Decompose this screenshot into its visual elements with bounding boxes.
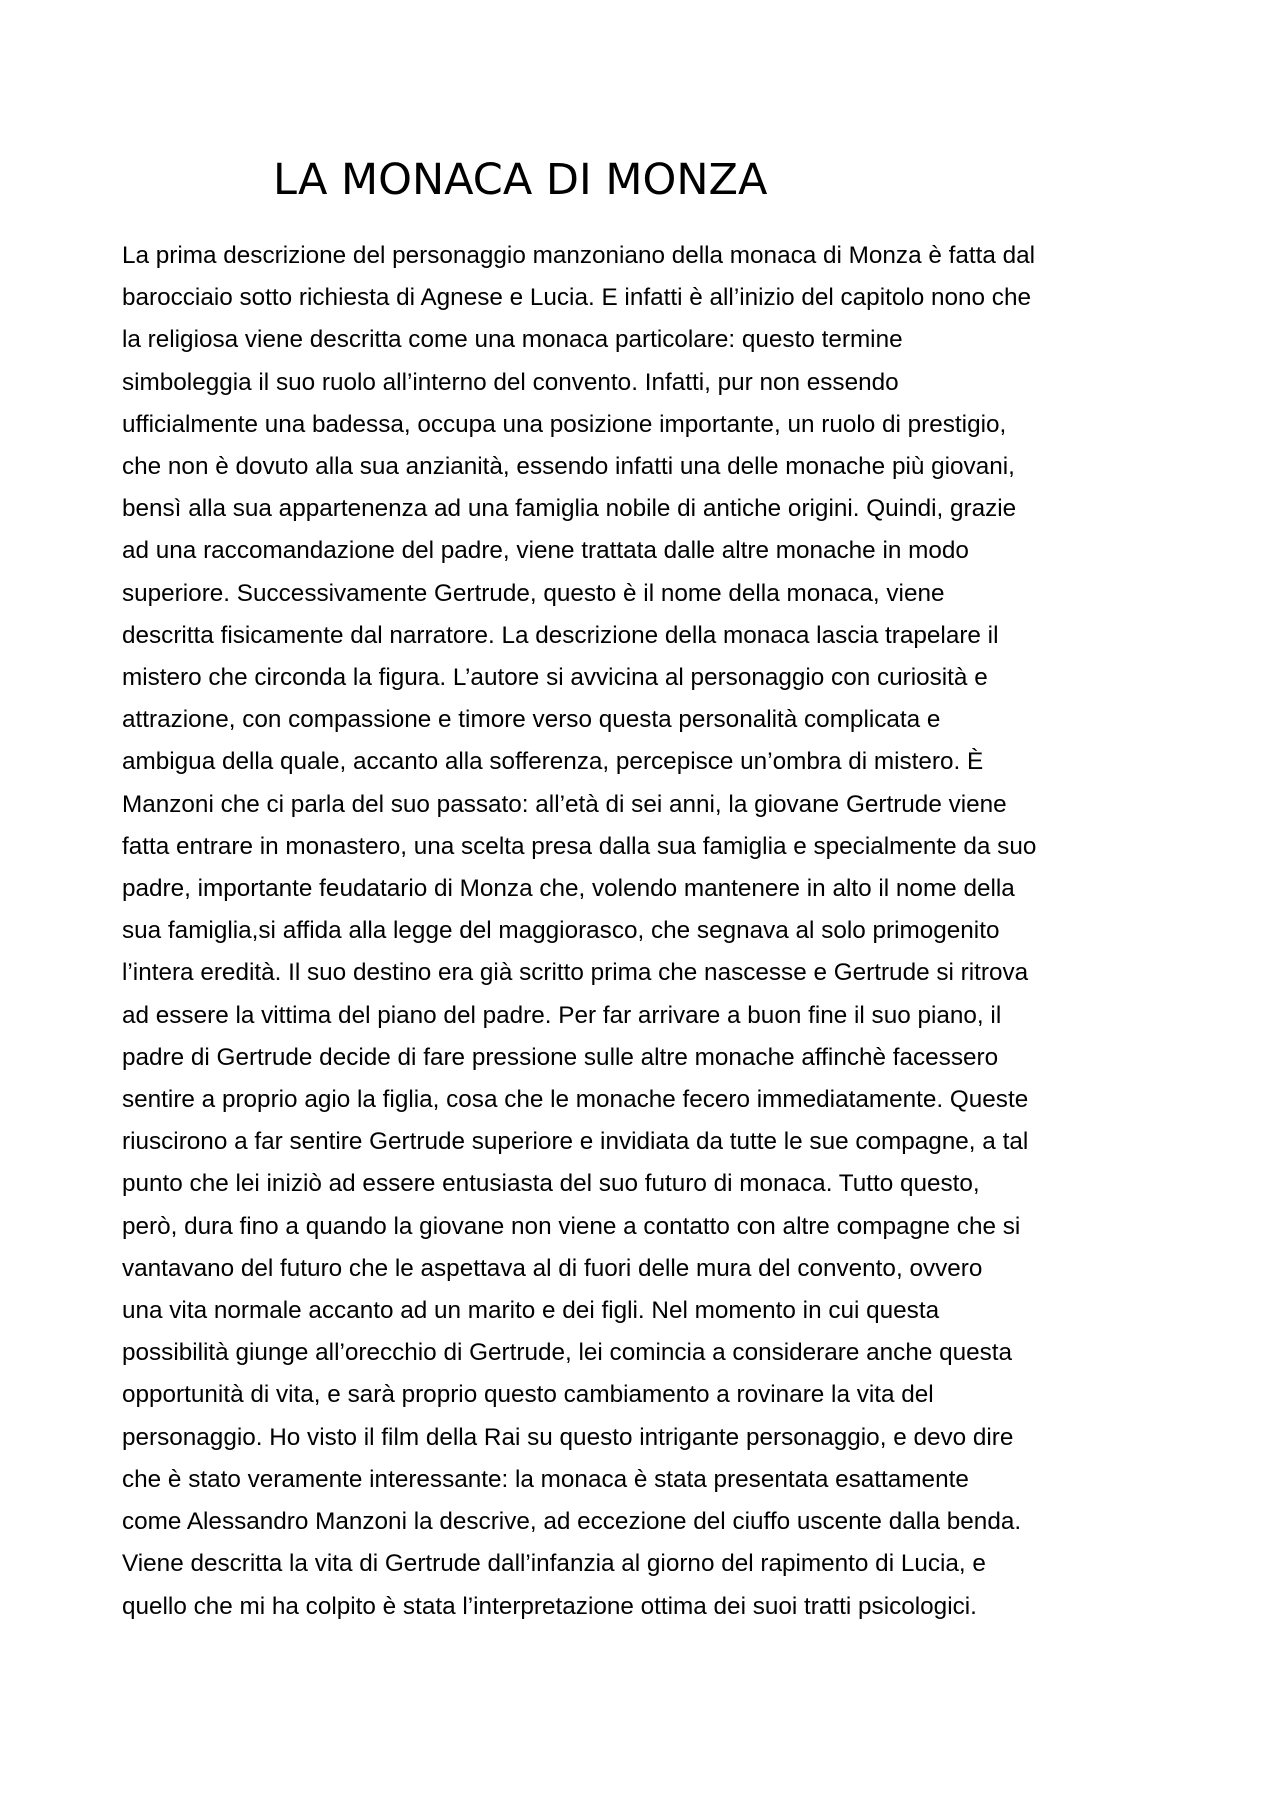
text-line: ufficialmente una badessa, occupa una posizione importante, un ruolo di prestigio, <box>122 410 1007 438</box>
text-line: Manzoni che ci parla del suo passato: all’età di sei anni, la giovane Gertrude viene <box>122 790 1007 818</box>
text-line: padre, importante feudatario di Monza che, volendo mantenere in alto il nome della <box>122 875 1015 903</box>
text-line: simboleggia il suo ruolo all’interno del convento. Infatti, pur non essendo <box>122 368 899 396</box>
document-body <box>122 235 1172 1628</box>
text-line: sentire a proprio agio la figlia, cosa che le monache fecero immediatamente. Queste <box>122 1086 1029 1114</box>
text-line: mistero che circonda la figura. L’autore si avvicina al personaggio con curiosità e <box>122 664 988 692</box>
text-line: opportunità di vita, e sarà proprio questo cambiamento a rovinare la vita del <box>122 1381 934 1409</box>
text-line: riuscirono a far sentire Gertrude superiore e invidiata da tutte le sue compagne, a tal <box>122 1128 1029 1156</box>
text-line: ad essere la vittima del piano del padre. Per far arrivare a buon fine il suo piano, il <box>122 1001 1002 1029</box>
text-line: l’intera eredità. Il suo destino era già scritto prima che nascesse e Gertrude si ritrova <box>122 959 1029 987</box>
text-line: sua famiglia,si affida alla legge del maggiorasco, che segnava al solo primogenito <box>122 917 1000 945</box>
text-line: come Alessandro Manzoni la descrive, ad eccezione del ciuffo uscente dalla benda. <box>122 1508 1022 1536</box>
document-title: LA MONACA DI MONZA <box>273 155 768 205</box>
text-line: una vita normale accanto ad un marito e dei figli. Nel momento in cui questa <box>122 1297 940 1325</box>
text-line: la religiosa viene descritta come una monaca particolare: questo termine <box>122 326 903 354</box>
text-line: fatta entrare in monastero, una scelta presa dalla sua famiglia e specialmente da suo <box>122 832 1037 860</box>
text-line: barocciaio sotto richiesta di Agnese e Lucia. E infatti è all’inizio del capitolo nono che <box>122 284 1031 312</box>
text-line: punto che lei iniziò ad essere entusiasta del suo futuro di monaca. Tutto questo, <box>122 1170 980 1198</box>
text-line: che non è dovuto alla sua anzianità, essendo infatti una delle monache più giovani, <box>122 453 1015 481</box>
text-line: Viene descritta la vita di Gertrude dall’infanzia al giorno del rapimento di Lucia, e <box>122 1550 986 1578</box>
text-line: quello che mi ha colpito è stata l’interpretazione ottima dei suoi tratti psicologici. <box>122 1592 977 1620</box>
text-line: che è stato veramente interessante: la monaca è stata presentata esattamente <box>122 1465 969 1493</box>
text-line: padre di Gertrude decide di fare pressione sulle altre monache affinchè facessero <box>122 1043 999 1071</box>
text-line: ad una raccomandazione del padre, viene trattata dalle altre monache in modo <box>122 537 969 565</box>
text-line: possibilità giunge all’orecchio di Gertrude, lei comincia a considerare anche questa <box>122 1339 1013 1367</box>
text-line: vantavano del futuro che le aspettava al di fuori delle mura del convento, ovvero <box>122 1254 983 1282</box>
text-line: La prima descrizione del personaggio manzoniano della monaca di Monza è fatta dal <box>122 242 1036 269</box>
text-line: attrazione, con compassione e timore verso questa personalità complicata e <box>122 706 941 734</box>
text-line: però, dura fino a quando la giovane non viene a contatto con altre compagne che si <box>122 1212 1021 1240</box>
text-line: personaggio. Ho visto il film della Rai su questo intrigante personaggio, e devo dire <box>122 1423 1014 1451</box>
text-line: descritta fisicamente dal narratore. La descrizione della monaca lascia trapelare il <box>122 621 999 649</box>
text-line: bensì alla sua appartenenza ad una famiglia nobile di antiche origini. Quindi, grazie <box>122 495 1017 523</box>
text-line: superiore. Successivamente Gertrude, questo è il nome della monaca, viene <box>122 579 945 607</box>
text-line: ambigua della quale, accanto alla sofferenza, percepisce un’ombra di mistero. È <box>122 748 984 776</box>
